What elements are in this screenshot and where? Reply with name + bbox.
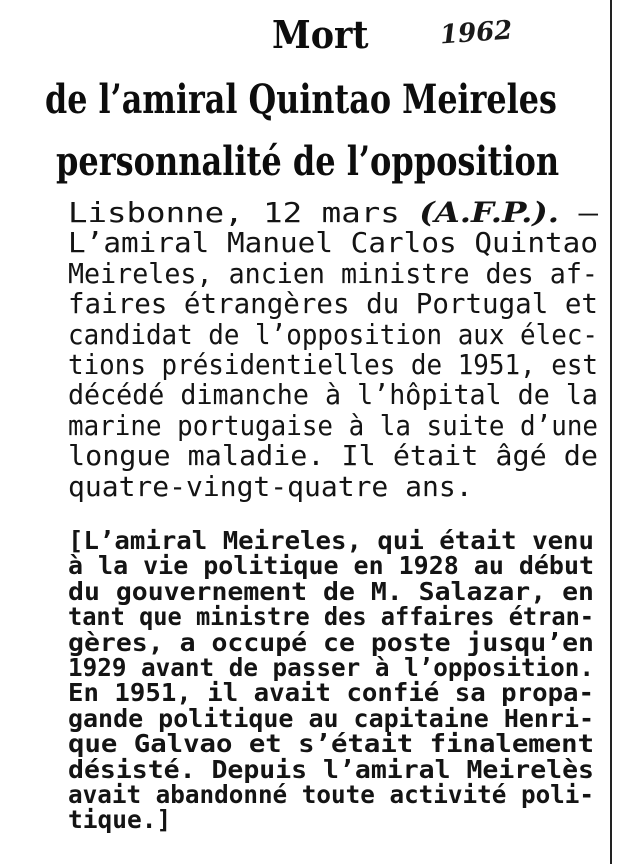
bracket-paragraph-line: gères, a occupé ce poste jusqu’en: [68, 627, 594, 657]
bracket-paragraph-line: [L’amiral Meireles, qui était venu: [68, 526, 594, 555]
bracket-paragraph-line: désisté. Depuis l’amiral Meirelès: [68, 754, 594, 784]
bracket-paragraph-line: 1929 avant de passer à l’opposition.: [68, 652, 595, 682]
handwritten-year-note: 1962: [439, 15, 514, 51]
headline-line-3: personnalité de l’opposition: [56, 138, 560, 185]
lead-paragraph: [68, 198, 608, 502]
lead-paragraph-line: marine portugaise à la suite d’une: [68, 408, 598, 442]
headline-line-2: de l’amiral Quintao Meireles: [45, 76, 557, 123]
bracket-paragraph-line: que Galvao et s’était finalement: [68, 729, 595, 759]
bracket-paragraph-line: tant que ministre des affaires étran-: [68, 602, 595, 632]
lead-paragraph-line: L’amiral Manuel Carlos Quintao: [68, 226, 599, 260]
bracketed-paragraph: [68, 528, 608, 833]
agency-credit: (A.F.P.).: [419, 196, 559, 229]
lead-paragraph-line: quatre-vingt-quatre ans.: [68, 469, 473, 503]
dateline-dash: —: [558, 196, 599, 229]
bracket-paragraph-line: à la vie politique en 1928 au début: [68, 551, 595, 581]
bracket-paragraph-line: du gouvernement de M. Salazar, en: [68, 576, 594, 606]
lead-paragraph-line: candidat de l’opposition aux élec-: [68, 317, 598, 351]
headline-line-1: Mort: [272, 12, 369, 57]
dateline: Lisbonne, 12 mars: [68, 196, 420, 229]
bracket-paragraph-line: En 1951, il avait confié sa propa-: [68, 678, 594, 708]
bracket-paragraph-line: gande politique au capitaine Henri-: [68, 703, 595, 733]
lead-paragraph-line: [68, 198, 624, 228]
bracket-paragraph-line: avait abandonné toute activité poli-: [68, 779, 595, 809]
bracket-paragraph-line: tique.]: [68, 805, 172, 835]
lead-paragraph-line: tions présidentielles de 1951, est: [68, 347, 598, 381]
lead-paragraph-line: faires étrangères du Portugal et: [68, 287, 598, 321]
lead-paragraph-line: décédé dimanche à l’hôpital de la: [68, 378, 598, 412]
lead-paragraph-line: Meireles, ancien ministre des af-: [68, 256, 598, 290]
lead-paragraph-line: longue maladie. Il était âgé de: [68, 439, 599, 473]
